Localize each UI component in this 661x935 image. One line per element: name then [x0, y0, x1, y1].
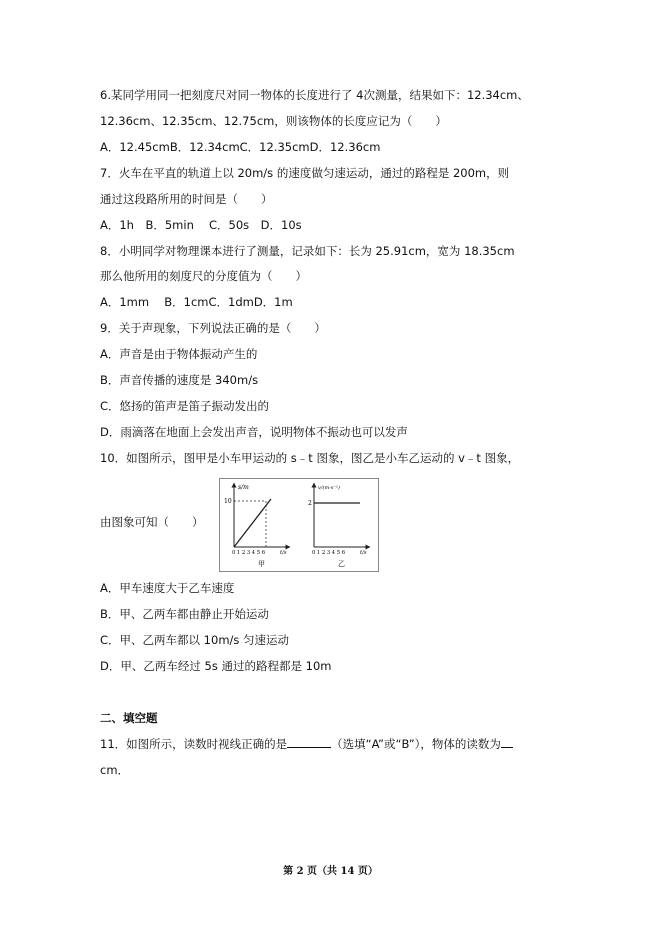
question-10-stem-2: 由图象可知（ ）	[100, 515, 204, 529]
question-6-options: A．12.45cmB．12.34cmC．12.35cmD．12.36cm	[100, 140, 381, 154]
answer-blank-2[interactable]	[501, 737, 513, 748]
motion-graphs-svg	[220, 479, 378, 571]
right-ytick: 2	[308, 500, 312, 507]
answer-blank-1[interactable]	[287, 737, 331, 748]
question-8-line-2: 那么他所用的刻度尺的分度值为（ ）	[100, 269, 307, 283]
left-caption: 甲	[258, 560, 265, 568]
question-10-option-d: D．甲、乙两车经过 5s 通过的路程都是 10m	[100, 659, 332, 673]
question-11-text-1: 11．如图所示，读数时视线正确的是	[100, 737, 288, 751]
question-11-text-2: （选填“A”或“B”），物体的读数为	[331, 737, 501, 751]
question-10-option-c: C．甲、乙两车都以 10m/s 匀速运动	[100, 633, 290, 647]
question-6-line-1: 6.某同学用同一把刻度尺对同一物体的长度进行了 4次测量，结果如下：12.34cm、	[100, 88, 529, 102]
question-11-line-2: cm．	[100, 763, 130, 777]
left-xlabel: t/s	[280, 550, 287, 556]
question-9-option-d: D．雨滴落在地面上会发出声音，说明物体不振动也可以发声	[100, 425, 408, 439]
question-10-option-b: B．甲、乙两车都由静止开始运动	[100, 607, 269, 621]
question-7-line-2: 通过这段路所用的时间是（ ）	[100, 192, 273, 206]
question-9-option-c: C．悠扬的笛声是笛子振动发出的	[100, 399, 270, 413]
question-7-line-1: 7．火车在平直的轨道上以 20m/s 的速度做匀速运动，通过的路程是 200m，则	[100, 166, 510, 180]
question-9-option-b: B．声音传播的速度是 340m/s	[100, 373, 259, 387]
question-11-line-1	[100, 737, 513, 751]
right-xlabel: t/s	[360, 550, 367, 556]
question-7-options: A．1h B．5min C．50s D．10s	[100, 218, 302, 232]
motion-graphs-figure	[219, 478, 379, 572]
question-8-line-1: 8．小明同学对物理课本进行了测量，记录如下：长为 25.91cm，宽为 18.35cm	[100, 244, 515, 258]
page-footer: 第 2 页（共 14 页）	[283, 866, 378, 877]
right-ylabel: v/(m·s⁻¹)	[318, 485, 340, 491]
question-10-option-a: A．甲车速度大于乙车速度	[100, 581, 235, 595]
left-ylabel: s/m	[238, 484, 249, 491]
left-xticks: 0 1 2 3 4 5 6	[232, 550, 265, 556]
section-title: 二、填空题	[100, 711, 158, 725]
right-caption: 乙	[338, 560, 345, 568]
left-ytick: 10	[224, 498, 232, 505]
question-9-option-a: A．声音是由于物体振动产生的	[100, 347, 258, 361]
left-s-t-line	[234, 499, 271, 547]
question-8-options: A．1mm B．1cmC．1dmD．1m	[100, 295, 293, 309]
right-xticks: 0 1 2 3 4 5 6	[312, 550, 345, 556]
question-10-stem: 10．如图所示，图甲是小车甲运动的 s﹣t 图象，图乙是小车乙运动的 v﹣t 图象，	[100, 451, 520, 465]
question-6-line-2: 12.36cm、12.35cm、12.75cm，则该物体的长度应记为（ ）	[100, 114, 447, 128]
question-9-stem: 9．关于声现象，下列说法正确的是（ ）	[100, 321, 326, 335]
